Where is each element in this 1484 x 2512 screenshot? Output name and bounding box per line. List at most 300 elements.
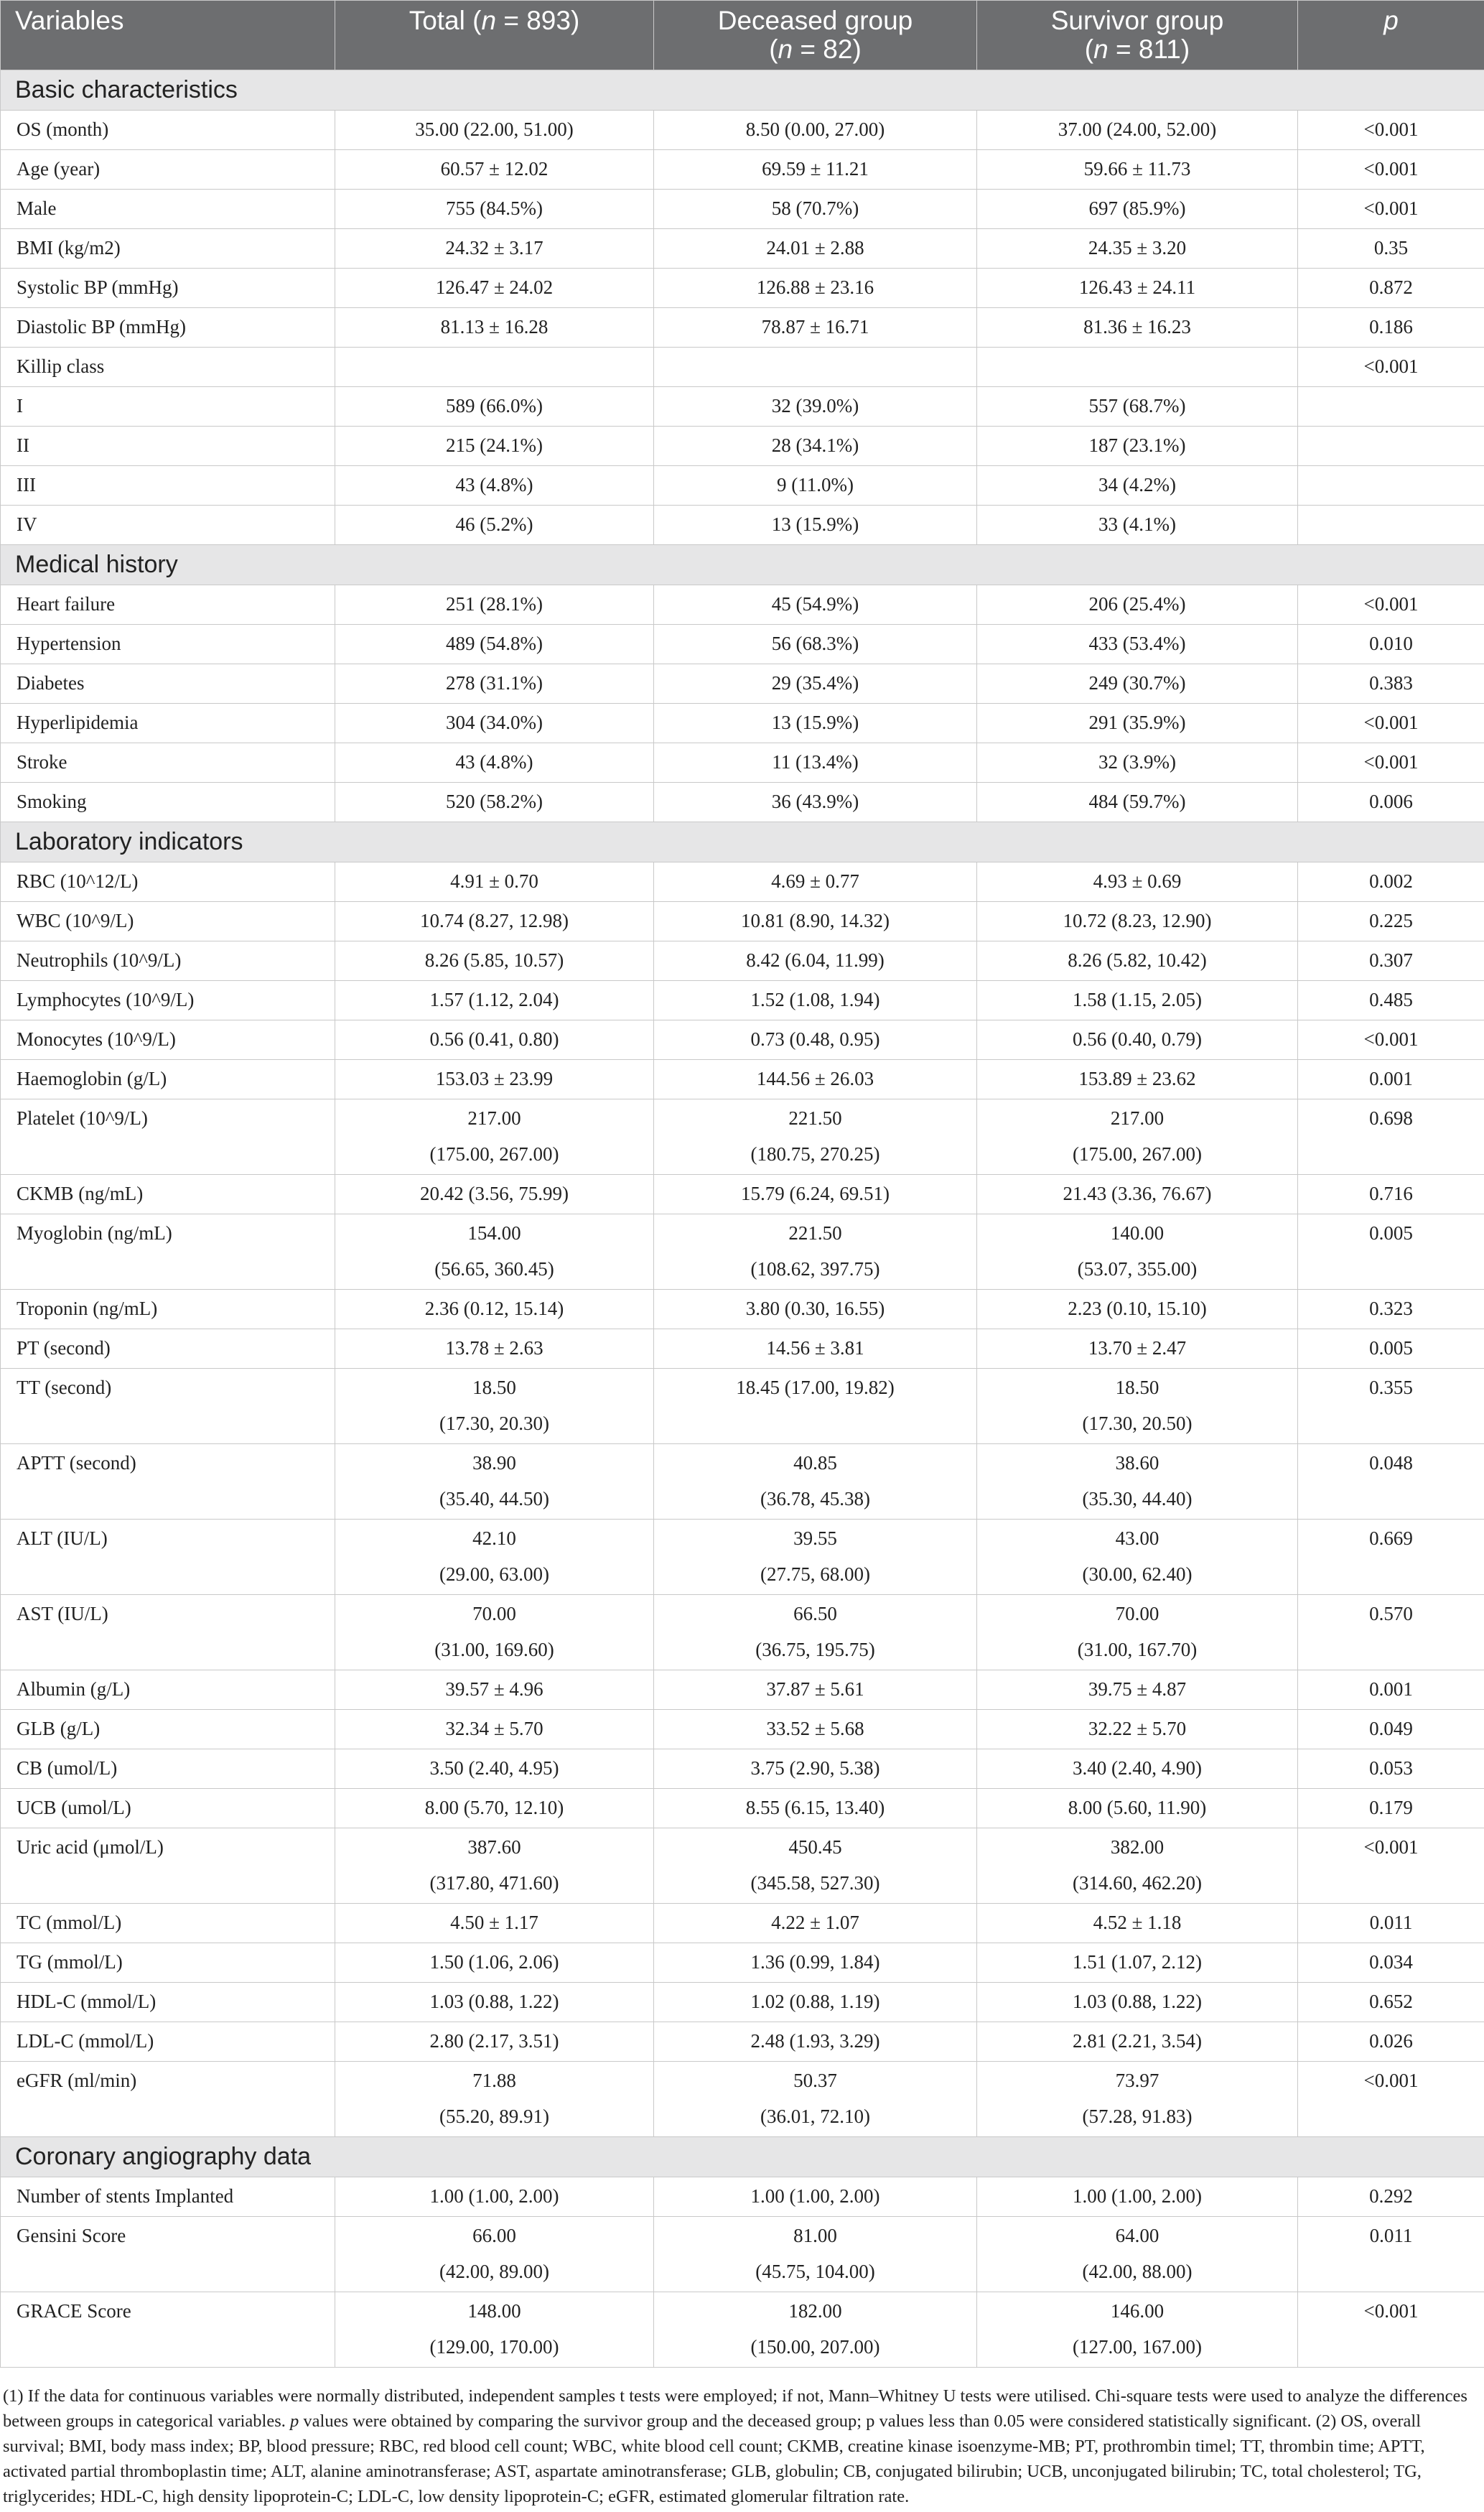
table-row — [1, 1175, 1484, 1214]
cell-total-line: 43 (4.8%) — [455, 474, 533, 496]
p-value-text: <0.001 — [1363, 712, 1419, 733]
p-value-text: <0.001 — [1363, 1836, 1419, 1858]
cell-deceased-line: 126.88 ± 23.16 — [756, 276, 874, 298]
cell-deceased — [654, 348, 977, 387]
cell-survivor — [977, 1329, 1298, 1369]
cell-survivor — [977, 981, 1298, 1020]
cell-total — [335, 1099, 654, 1175]
cell-total — [335, 1020, 654, 1060]
table-row — [1, 111, 1484, 150]
cell-total-line: 32.34 ± 5.70 — [445, 1718, 543, 1739]
row-label: Stroke — [1, 743, 335, 783]
cell-total-line: (56.65, 360.45) — [434, 1258, 554, 1280]
row-label: Heart failure — [1, 585, 335, 625]
cell-deceased-line: 58 (70.7%) — [771, 197, 859, 219]
table-row — [1, 1670, 1484, 1710]
cell-survivor-line: 146.00 — [1110, 2300, 1165, 2322]
cell-deceased-line: 66.50 — [793, 1603, 837, 1624]
cell-deceased-line: 33.52 ± 5.68 — [766, 1718, 864, 1739]
cell-survivor-line: 37.00 (24.00, 52.00) — [1058, 118, 1217, 140]
cell-p-value — [1298, 585, 1484, 625]
cell-survivor — [977, 585, 1298, 625]
table-row — [1, 1369, 1484, 1444]
cell-total-line: 154.00 — [467, 1222, 521, 1244]
cell-deceased — [654, 2022, 977, 2062]
cell-p-value — [1298, 150, 1484, 190]
cell-total-line: 387.60 — [467, 1836, 521, 1858]
cell-survivor-line: 8.26 (5.82, 10.42) — [1068, 949, 1207, 971]
table-row — [1, 348, 1484, 387]
p-value-text: 0.005 — [1369, 1222, 1413, 1244]
cell-total — [335, 1369, 654, 1444]
cell-deceased-line: 36 (43.9%) — [771, 791, 859, 812]
p-value-text: <0.001 — [1363, 1028, 1419, 1050]
cell-survivor-line: (42.00, 88.00) — [1082, 2261, 1193, 2282]
p-value-text: 0.186 — [1369, 316, 1413, 338]
cell-survivor-line: 64.00 — [1115, 2225, 1159, 2246]
cell-deceased-line: 8.42 (6.04, 11.99) — [746, 949, 885, 971]
cell-total-line: 217.00 — [467, 1107, 521, 1129]
cell-total — [335, 2022, 654, 2062]
cell-deceased — [654, 664, 977, 704]
cell-deceased-line: (27.75, 68.00) — [760, 1563, 870, 1585]
table-row — [1, 1020, 1484, 1060]
row-label: GLB (g/L) — [1, 1710, 335, 1749]
cell-deceased-line: 10.81 (8.90, 14.32) — [741, 910, 890, 931]
cell-p-value — [1298, 981, 1484, 1020]
cell-deceased-line: 39.55 — [793, 1527, 837, 1549]
cell-deceased — [654, 1099, 977, 1175]
cell-total — [335, 1520, 654, 1595]
cell-deceased-line: 28 (34.1%) — [771, 434, 859, 456]
cell-p-value — [1298, 1369, 1484, 1444]
cell-deceased-line: 81.00 — [793, 2225, 837, 2246]
cell-survivor-line: 1.51 (1.07, 2.12) — [1073, 1951, 1202, 1973]
cell-p-value — [1298, 1904, 1484, 1943]
row-label: HDL-C (mmol/L) — [1, 1983, 335, 2022]
cell-deceased-line: (36.01, 72.10) — [760, 2106, 870, 2127]
cell-survivor — [977, 862, 1298, 902]
cell-deceased — [654, 1943, 977, 1983]
cell-p-value — [1298, 1444, 1484, 1520]
cell-survivor — [977, 466, 1298, 506]
cell-survivor-line: 0.56 (0.40, 0.79) — [1073, 1028, 1202, 1050]
cell-total-line: 1.03 (0.88, 1.22) — [429, 1991, 559, 2012]
cell-total — [335, 664, 654, 704]
cell-total-line: (175.00, 267.00) — [429, 1143, 559, 1165]
cell-survivor — [977, 1828, 1298, 1904]
p-value-text: <0.001 — [1363, 355, 1419, 377]
p-value-text: <0.001 — [1363, 197, 1419, 219]
table-row — [1, 743, 1484, 783]
p-value-text: 0.001 — [1369, 1678, 1413, 1700]
cell-deceased-line: 13 (15.9%) — [771, 712, 859, 733]
cell-deceased-line: 1.36 (0.99, 1.84) — [750, 1951, 880, 1973]
cell-survivor-line: 1.03 (0.88, 1.22) — [1073, 1991, 1202, 2012]
row-label: LDL-C (mmol/L) — [1, 2022, 335, 2062]
cell-p-value — [1298, 1175, 1484, 1214]
cell-total — [335, 704, 654, 743]
cell-total — [335, 2217, 654, 2292]
cell-total-line: 215 (24.1%) — [446, 434, 543, 456]
cell-survivor-line: (57.28, 91.83) — [1082, 2106, 1193, 2127]
row-label: Haemoglobin (g/L) — [1, 1060, 335, 1099]
row-label: Gensini Score — [1, 2217, 335, 2292]
cell-deceased — [654, 1060, 977, 1099]
row-label: WBC (10^9/L) — [1, 902, 335, 941]
cell-deceased-line: 24.01 ± 2.88 — [766, 237, 864, 259]
cell-p-value — [1298, 1789, 1484, 1828]
table-row — [1, 2062, 1484, 2137]
table-row — [1, 664, 1484, 704]
row-label: IV — [1, 506, 335, 545]
cell-deceased-line: 15.79 (6.24, 69.51) — [741, 1183, 890, 1204]
header-variables: Variables — [1, 1, 335, 70]
cell-total-line: 278 (31.1%) — [446, 672, 543, 694]
row-label: APTT (second) — [1, 1444, 335, 1520]
cell-total — [335, 1828, 654, 1904]
cell-p-value — [1298, 1020, 1484, 1060]
cell-p-value — [1298, 111, 1484, 150]
cell-deceased-line: 221.50 — [788, 1107, 842, 1129]
cell-total-line: 2.80 (2.17, 3.51) — [429, 2030, 559, 2052]
row-label: Albumin (g/L) — [1, 1670, 335, 1710]
row-label: RBC (10^12/L) — [1, 862, 335, 902]
cell-deceased-line: 144.56 ± 26.03 — [756, 1068, 874, 1089]
row-label: I — [1, 387, 335, 427]
cell-deceased — [654, 2062, 977, 2137]
row-label: Diabetes — [1, 664, 335, 704]
cell-p-value — [1298, 308, 1484, 348]
p-value-text: 0.35 — [1373, 237, 1409, 259]
cell-p-value — [1298, 1710, 1484, 1749]
row-label: UCB (umol/L) — [1, 1789, 335, 1828]
row-label: II — [1, 427, 335, 466]
table-row — [1, 387, 1484, 427]
p-value-text: 0.049 — [1369, 1718, 1413, 1739]
cell-deceased-line: 450.45 — [788, 1836, 842, 1858]
cell-total-line: 148.00 — [467, 2300, 521, 2322]
cell-survivor — [977, 743, 1298, 783]
table-row — [1, 2177, 1484, 2217]
row-label: CB (umol/L) — [1, 1749, 335, 1789]
cell-p-value — [1298, 2292, 1484, 2368]
row-label: eGFR (ml/min) — [1, 2062, 335, 2137]
p-value-text: 0.383 — [1369, 672, 1413, 694]
cell-survivor-line: (127.00, 167.00) — [1073, 2336, 1202, 2358]
cell-survivor-line: 39.75 ± 4.87 — [1088, 1678, 1187, 1700]
cell-p-value — [1298, 506, 1484, 545]
cell-survivor-line: 557 (68.7%) — [1088, 395, 1186, 417]
cell-total — [335, 1214, 654, 1290]
cell-survivor-line: 73.97 — [1115, 2070, 1159, 2091]
section-title: Medical history — [1, 545, 1484, 585]
row-label: GRACE Score — [1, 2292, 335, 2368]
cell-deceased — [654, 111, 977, 150]
cell-p-value — [1298, 1060, 1484, 1099]
p-value-text: 0.698 — [1369, 1107, 1413, 1129]
row-label: Killip class — [1, 348, 335, 387]
cell-deceased — [654, 150, 977, 190]
cell-survivor-line: (17.30, 20.50) — [1082, 1413, 1193, 1434]
cell-p-value — [1298, 664, 1484, 704]
cell-deceased-line: 2.48 (1.93, 3.29) — [750, 2030, 880, 2052]
cell-p-value — [1298, 1670, 1484, 1710]
cell-survivor — [977, 1444, 1298, 1520]
cell-deceased-line: 3.80 (0.30, 16.55) — [745, 1298, 885, 1319]
cell-survivor — [977, 2062, 1298, 2137]
table-row — [1, 625, 1484, 664]
table-row — [1, 1214, 1484, 1290]
cell-survivor — [977, 1943, 1298, 1983]
cell-deceased — [654, 1369, 977, 1444]
cell-total — [335, 1444, 654, 1520]
cell-survivor-line: 34 (4.2%) — [1098, 474, 1176, 496]
cell-survivor-line: 2.81 (2.21, 3.54) — [1073, 2030, 1202, 2052]
header-row — [1, 1, 1484, 70]
cell-survivor — [977, 427, 1298, 466]
cell-total — [335, 308, 654, 348]
cell-total-line: 71.88 — [472, 2070, 516, 2091]
cell-deceased — [654, 704, 977, 743]
cell-p-value — [1298, 902, 1484, 941]
cell-total-line: (31.00, 169.60) — [434, 1639, 554, 1660]
cell-total-line: 4.91 ± 0.70 — [450, 870, 538, 892]
cell-total — [335, 1670, 654, 1710]
cell-p-value — [1298, 1943, 1484, 1983]
cell-p-value — [1298, 704, 1484, 743]
p-value-text: 0.652 — [1369, 1991, 1413, 2012]
cell-total — [335, 111, 654, 150]
cell-deceased — [654, 1290, 977, 1329]
table-row — [1, 2217, 1484, 2292]
table-row — [1, 1789, 1484, 1828]
cell-total — [335, 625, 654, 664]
cell-p-value — [1298, 348, 1484, 387]
cell-deceased — [654, 1520, 977, 1595]
row-label: PT (second) — [1, 1329, 335, 1369]
cell-survivor-line: (35.30, 44.40) — [1082, 1488, 1193, 1509]
p-value-text: 0.225 — [1369, 910, 1413, 931]
cell-total-line: 8.26 (5.85, 10.57) — [424, 949, 564, 971]
cell-deceased — [654, 1444, 977, 1520]
p-value-text: 0.005 — [1369, 1337, 1413, 1359]
cell-p-value — [1298, 2022, 1484, 2062]
cell-deceased — [654, 981, 977, 1020]
cell-survivor-line: 1.00 (1.00, 2.00) — [1073, 2185, 1202, 2207]
header-deceased: Deceased group (n = 82) — [654, 1, 977, 70]
cell-total-line: 0.56 (0.41, 0.80) — [429, 1028, 559, 1050]
cell-deceased-line: (180.75, 270.25) — [750, 1143, 880, 1165]
cell-deceased — [654, 269, 977, 308]
cell-survivor-line: 81.36 ± 16.23 — [1083, 316, 1191, 338]
cell-survivor-line: 697 (85.9%) — [1088, 197, 1186, 219]
cell-deceased-line: (345.58, 527.30) — [750, 1872, 880, 1894]
header-survivor: Survivor group (n = 811) — [977, 1, 1298, 70]
cell-deceased-line: 14.56 ± 3.81 — [766, 1337, 864, 1359]
cell-total-line: 60.57 ± 12.02 — [440, 158, 549, 180]
cell-total — [335, 902, 654, 941]
section-header-row — [1, 545, 1484, 585]
cell-deceased-line: 45 (54.9%) — [771, 593, 859, 615]
cell-survivor — [977, 387, 1298, 427]
cell-survivor-line: 249 (30.7%) — [1088, 672, 1186, 694]
cell-total-line: 153.03 ± 23.99 — [435, 1068, 554, 1089]
section-title: Basic characteristics — [1, 70, 1484, 111]
cell-deceased — [654, 1329, 977, 1369]
cell-total-line: 42.10 — [472, 1527, 516, 1549]
cell-total — [335, 1710, 654, 1749]
cell-survivor — [977, 2292, 1298, 2368]
cell-deceased — [654, 1789, 977, 1828]
cell-deceased-line: (45.75, 104.00) — [755, 2261, 875, 2282]
cell-total — [335, 981, 654, 1020]
cell-deceased — [654, 1828, 977, 1904]
table-row — [1, 704, 1484, 743]
cell-survivor — [977, 506, 1298, 545]
cell-total-line: 489 (54.8%) — [446, 633, 543, 654]
cell-p-value — [1298, 427, 1484, 466]
cell-survivor-line: 4.93 ± 0.69 — [1093, 870, 1182, 892]
cell-survivor-line: 2.23 (0.10, 15.10) — [1068, 1298, 1207, 1319]
table-footnote: (1) If the data for continuous variables were normally distributed, independent samples t tests were employed; if not, Mann–Whitney U tests were utilised. Chi-square tests were used to analyze the differences between groups in categorical variables. p values were obtained by comparing the survivor group and the deceased group; p values less than 0.05 were considered statistically significant. (2) OS, overall survival; BMI, body mass index; BP, blood pressure; RBC, red blood cell count; WBC, white blood cell count; CKMB, creatine kinase isoenzyme-MB; PT, prothrombin timel; TT, thrombin time; APTT, activated partial thromboplastin time; ALT, alanine aminotransferase; AST, aspartate aminotransferase; GLB, globulin; CB, conjugated bilirubin; UCB, unconjugated bilirubin; TC, total cholesterol; TG, triglycerides; HDL-C, high density lipoprotein-C; LDL-C, low density lipoprotein-C; eGFR, estimated glomerular filtration rate. — [3, 2386, 1467, 2506]
cell-total — [335, 862, 654, 902]
cell-deceased-line: 3.75 (2.90, 5.38) — [750, 1757, 880, 1779]
cell-deceased-line: (108.62, 397.75) — [750, 1258, 880, 1280]
table-row — [1, 427, 1484, 466]
cell-total — [335, 783, 654, 822]
cell-deceased-line: 8.50 (0.00, 27.00) — [745, 118, 885, 140]
row-label: Platelet (10^9/L) — [1, 1099, 335, 1175]
cell-survivor — [977, 348, 1298, 387]
table-row — [1, 902, 1484, 941]
cell-total-line: 39.57 ± 4.96 — [445, 1678, 543, 1700]
cell-p-value — [1298, 941, 1484, 981]
p-value-text: 0.669 — [1369, 1527, 1413, 1549]
cell-survivor — [977, 1175, 1298, 1214]
cell-deceased-line: (150.00, 207.00) — [750, 2336, 880, 2358]
cell-deceased-line: 37.87 ± 5.61 — [766, 1678, 864, 1700]
cell-total — [335, 1290, 654, 1329]
cell-total — [335, 1943, 654, 1983]
cell-survivor-line: (31.00, 167.70) — [1077, 1639, 1198, 1660]
cell-total — [335, 2177, 654, 2217]
table-row — [1, 190, 1484, 229]
row-label: Smoking — [1, 783, 335, 822]
table-row — [1, 1099, 1484, 1175]
cell-total-line: 2.36 (0.12, 15.14) — [424, 1298, 564, 1319]
cell-p-value — [1298, 1099, 1484, 1175]
cell-survivor — [977, 1670, 1298, 1710]
cell-survivor — [977, 664, 1298, 704]
cell-deceased — [654, 625, 977, 664]
cell-deceased-line: 0.73 (0.48, 0.95) — [750, 1028, 880, 1050]
table-body — [1, 70, 1484, 2368]
cell-total-line: 126.47 ± 24.02 — [435, 276, 554, 298]
cell-total-line: 1.50 (1.06, 2.06) — [429, 1951, 559, 1973]
p-value-text: 0.053 — [1369, 1757, 1413, 1779]
section-title: Coronary angiography data — [1, 2137, 1484, 2177]
cell-survivor — [977, 111, 1298, 150]
cell-total-line: 520 (58.2%) — [446, 791, 543, 812]
cell-total-line: 20.42 (3.56, 75.99) — [420, 1183, 569, 1204]
cell-survivor-line: 43.00 — [1115, 1527, 1159, 1549]
cell-survivor — [977, 150, 1298, 190]
cell-deceased-line: 221.50 — [788, 1222, 842, 1244]
cell-deceased-line: 32 (39.0%) — [771, 395, 859, 417]
cell-survivor-line: (175.00, 267.00) — [1073, 1143, 1202, 1165]
cell-survivor-line: 187 (23.1%) — [1088, 434, 1186, 456]
p-value-text: <0.001 — [1363, 593, 1419, 615]
cell-total-line: 81.13 ± 16.28 — [440, 316, 549, 338]
cell-deceased-line: 182.00 — [788, 2300, 842, 2322]
p-value-text: 0.034 — [1369, 1951, 1413, 1973]
row-label: Systolic BP (mmHg) — [1, 269, 335, 308]
cell-deceased-line: 56 (68.3%) — [771, 633, 859, 654]
cell-survivor-line: 484 (59.7%) — [1088, 791, 1186, 812]
cell-deceased — [654, 2177, 977, 2217]
cell-deceased-line: 40.85 — [793, 1452, 837, 1474]
cell-total-line: (55.20, 89.91) — [439, 2106, 549, 2127]
table-row — [1, 1943, 1484, 1983]
p-value-text: 0.716 — [1369, 1183, 1413, 1204]
p-value-text: 0.872 — [1369, 276, 1413, 298]
table-row — [1, 1828, 1484, 1904]
p-value-text: 0.570 — [1369, 1603, 1413, 1624]
p-value-text: 0.485 — [1369, 989, 1413, 1010]
cell-total — [335, 506, 654, 545]
cell-total-line: 1.00 (1.00, 2.00) — [429, 2185, 559, 2207]
cell-survivor — [977, 783, 1298, 822]
cell-deceased — [654, 1983, 977, 2022]
cell-total-line: 24.32 ± 3.17 — [445, 237, 543, 259]
row-label: TC (mmol/L) — [1, 1904, 335, 1943]
table-row — [1, 506, 1484, 545]
cell-survivor — [977, 902, 1298, 941]
cell-survivor — [977, 1020, 1298, 1060]
cell-survivor — [977, 2177, 1298, 2217]
cell-total — [335, 466, 654, 506]
table-row — [1, 269, 1484, 308]
row-label: Myoglobin (ng/mL) — [1, 1214, 335, 1290]
table-row — [1, 862, 1484, 902]
cell-total-line: (317.80, 471.60) — [429, 1872, 559, 1894]
table-row — [1, 981, 1484, 1020]
cell-p-value — [1298, 229, 1484, 269]
cell-total-line: (35.40, 44.50) — [439, 1488, 549, 1509]
cell-survivor-line: 291 (35.9%) — [1088, 712, 1186, 733]
cell-survivor-line: 217.00 — [1110, 1107, 1165, 1129]
cell-survivor — [977, 1904, 1298, 1943]
row-label: CKMB (ng/mL) — [1, 1175, 335, 1214]
cell-deceased — [654, 585, 977, 625]
cell-survivor-line: 3.40 (2.40, 4.90) — [1073, 1757, 1202, 1779]
row-label: ALT (IU/L) — [1, 1520, 335, 1595]
cell-deceased-line: 4.69 ± 0.77 — [771, 870, 859, 892]
row-label: Lymphocytes (10^9/L) — [1, 981, 335, 1020]
row-label: OS (month) — [1, 111, 335, 150]
cell-p-value — [1298, 1828, 1484, 1904]
p-value-text: 0.011 — [1369, 2225, 1413, 2246]
cell-survivor-line: 18.50 — [1115, 1377, 1159, 1398]
row-label: Diastolic BP (mmHg) — [1, 308, 335, 348]
row-label: Troponin (ng/mL) — [1, 1290, 335, 1329]
cell-p-value — [1298, 2177, 1484, 2217]
cell-survivor — [977, 1369, 1298, 1444]
cell-total-line: 43 (4.8%) — [455, 751, 533, 773]
cell-total — [335, 585, 654, 625]
cell-total — [335, 229, 654, 269]
